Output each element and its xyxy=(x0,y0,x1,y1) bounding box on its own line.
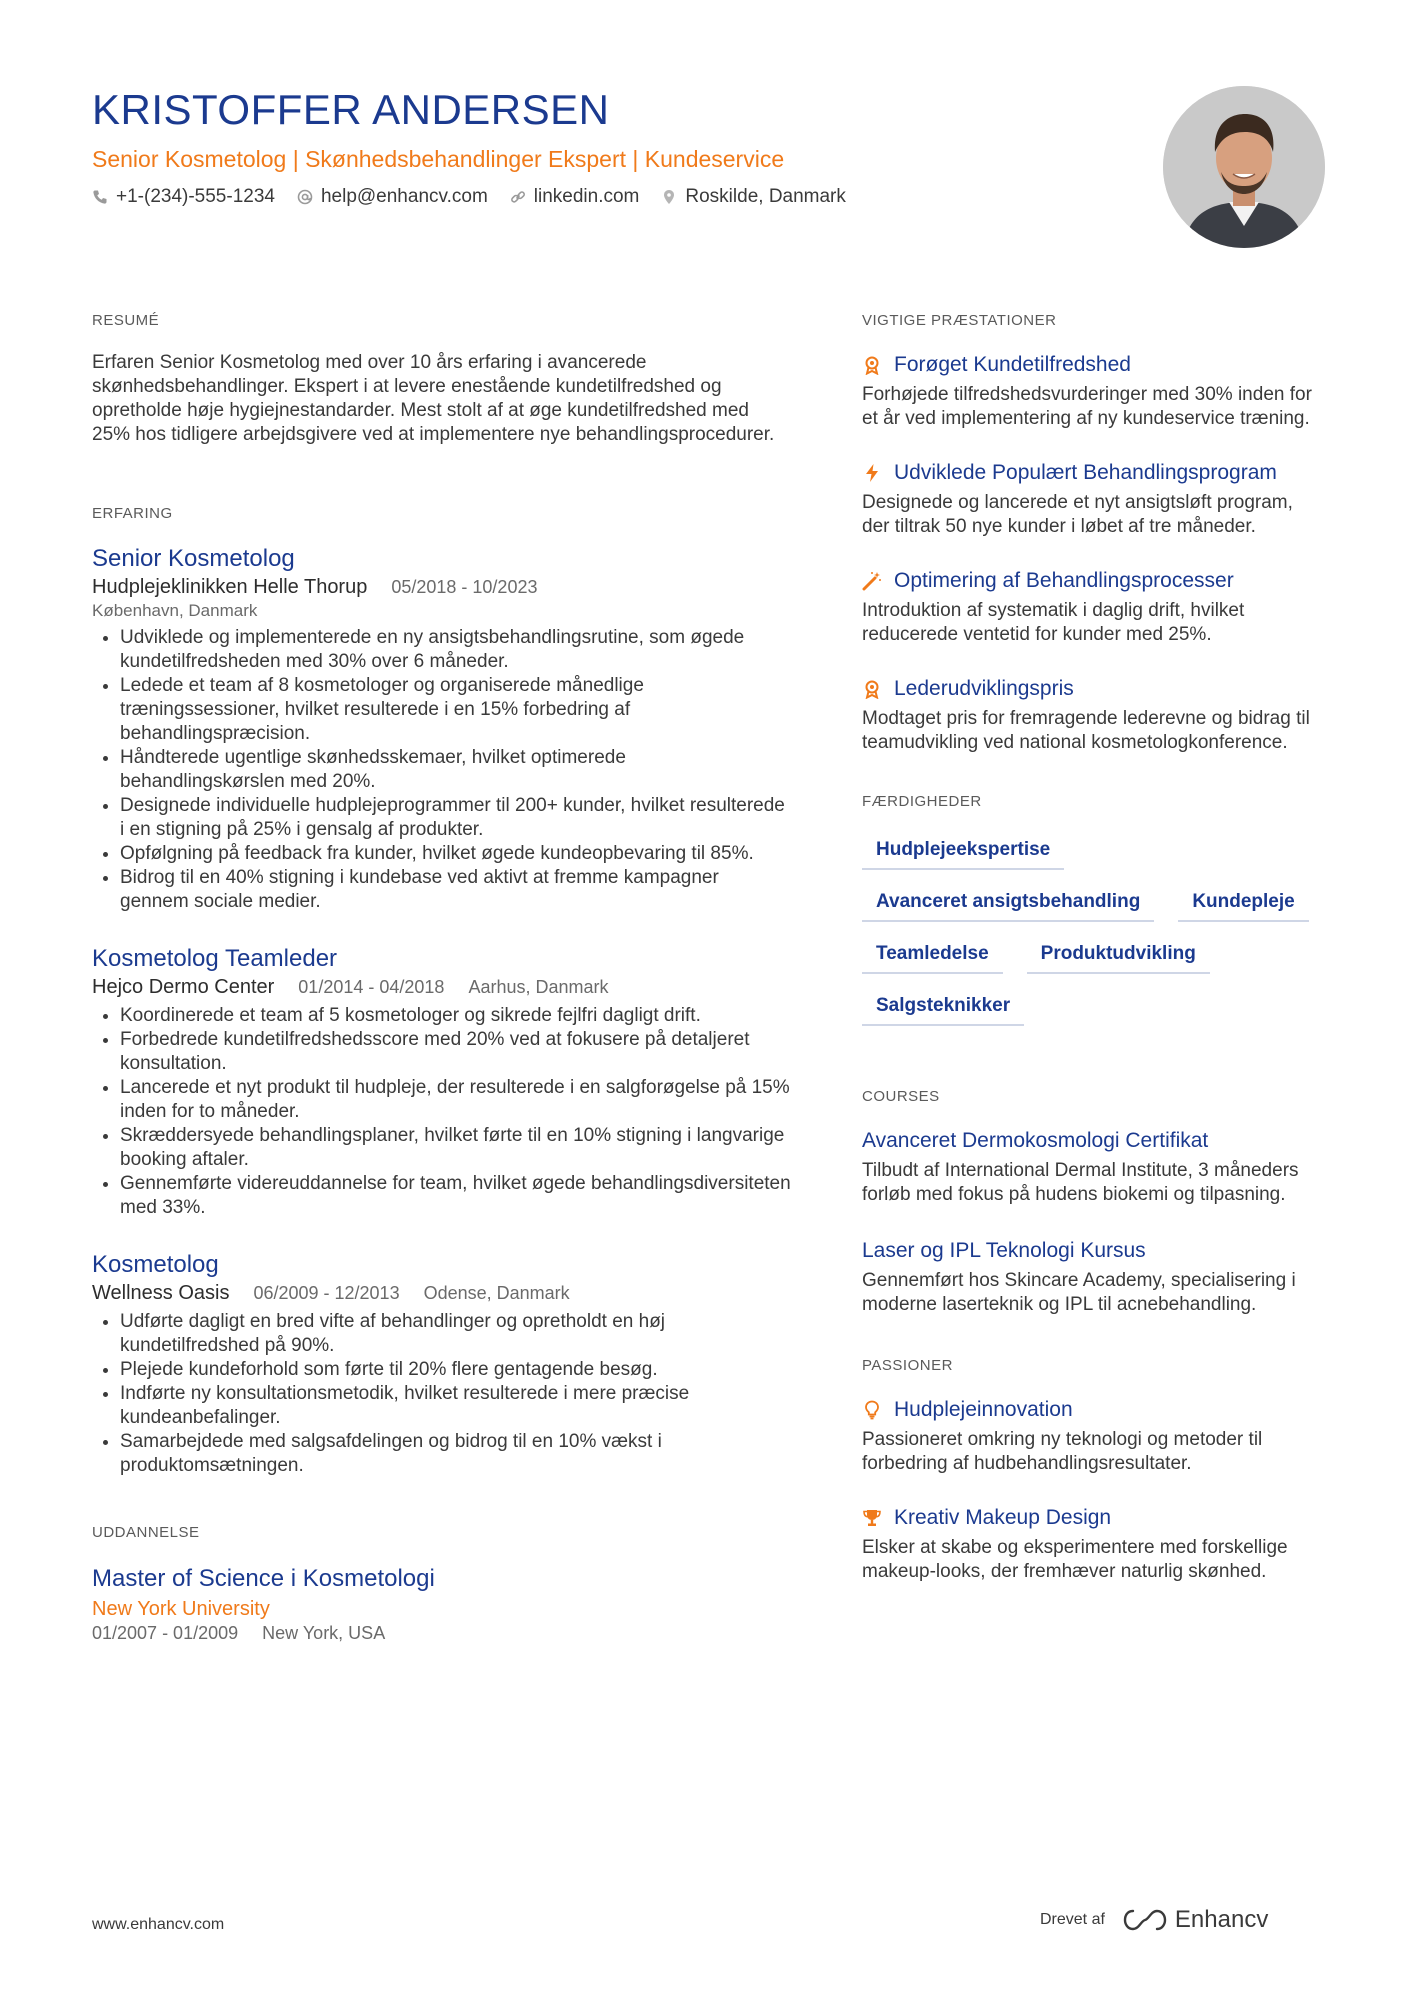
left-column xyxy=(92,312,792,1644)
lightning-icon xyxy=(862,463,882,483)
linkedin-text: linkedin.com xyxy=(533,186,640,207)
profile-photo-image xyxy=(1163,86,1325,248)
summary-section xyxy=(92,312,792,447)
job-meta xyxy=(92,1280,792,1306)
job-title: Kosmetolog Teamleder xyxy=(92,945,338,972)
candidate-name: KRISTOFFER ANDERSEN xyxy=(92,86,610,133)
achievement-title: Optimering af Behandlingsprocesser xyxy=(894,569,1234,592)
course-desc: Gennemført hos Skincare Academy, specialisering i moderne laserteknik og IPL til acnebehandling. xyxy=(862,1270,1296,1315)
powered-by-text: Drevet af xyxy=(1040,1911,1105,1928)
job-dates: 05/2018 - 10/2023 xyxy=(391,577,538,597)
courses-section xyxy=(862,1088,1322,1317)
company-name: Hudplejeklinikken Helle Thorup xyxy=(92,576,368,598)
course-desc: Tilbudt af International Dermal Institute, 3 måneders forløb med fokus på hudens biokemi og tilpasning. xyxy=(862,1160,1299,1205)
passion-header xyxy=(862,1396,1322,1424)
job-bullets xyxy=(92,1004,792,1220)
education-dates: 01/2007 - 01/2009 xyxy=(92,1623,239,1643)
job-location: København, Danmark xyxy=(92,601,258,620)
at-icon xyxy=(297,189,313,205)
brand-name: Enhancv xyxy=(1174,1906,1269,1933)
job-location: Aarhus, Danmark xyxy=(468,977,609,997)
skill-tag: Avanceret ansigtsbehandling xyxy=(862,884,1154,922)
headline: Senior Kosmetolog | Skønhedsbehandlinger Ekspert | Kundeservice xyxy=(92,146,785,172)
passion-header xyxy=(862,1504,1322,1532)
passions-heading: PASSIONER xyxy=(862,1357,953,1374)
summary-heading: RESUMÉ xyxy=(92,312,160,329)
job-bullets xyxy=(92,626,792,914)
contact-email[interactable] xyxy=(297,186,488,208)
skill-tag: Teamledelse xyxy=(862,936,1003,974)
contact-bar xyxy=(92,186,846,208)
job-bullet: • Bidrog til en 40% stigning i kundebase ved aktivt at fremme kampagner gennem sociale medier. xyxy=(120,866,792,914)
job-title: Senior Kosmetolog xyxy=(92,545,295,572)
job-meta xyxy=(92,574,792,600)
achievement-item xyxy=(862,351,1322,431)
job-bullet: • Udviklede og implementerede en ny ansigtsbehandlingsrutine, som øgede kundetilfredsheden med 30% over 6 måneder. xyxy=(120,626,792,674)
passion-item xyxy=(862,1396,1322,1476)
job-title: Kosmetolog xyxy=(92,1251,219,1278)
job-entry xyxy=(92,944,792,1220)
achievement-header xyxy=(862,459,1322,487)
achievement-header xyxy=(862,567,1322,595)
enhancv-logo-icon xyxy=(1123,1907,1167,1933)
education-meta xyxy=(92,1623,792,1644)
passions-section xyxy=(862,1357,1322,1584)
job-bullet: • Udførte dagligt en bred vifte af behandlinger og opretholdt en høj kundetilfredshed på 90%. xyxy=(120,1310,792,1358)
experience-heading: ERFARING xyxy=(92,505,173,522)
achievement-item xyxy=(862,567,1322,647)
experience-section xyxy=(92,505,792,1478)
trophy-icon xyxy=(862,1508,882,1528)
footer-website[interactable]: www.enhancv.com xyxy=(92,1916,225,1933)
achievement-header xyxy=(862,675,1322,703)
lightbulb-icon xyxy=(862,1400,882,1420)
course-title: Laser og IPL Teknologi Kursus xyxy=(862,1239,1146,1262)
company-name: Hejco Dermo Center xyxy=(92,976,275,998)
skill-tag: Produktudvikling xyxy=(1027,936,1210,974)
achievements-section xyxy=(862,312,1322,755)
achievement-desc: Designede og lancerede et nyt ansigtsløft program, der tiltrak 50 nye kunder i løbet af tre måneder. xyxy=(862,492,1293,537)
link-icon xyxy=(510,189,526,205)
location-pin-icon xyxy=(661,189,677,205)
job-entry xyxy=(92,1250,792,1478)
achievement-header xyxy=(862,351,1322,379)
award-icon xyxy=(862,679,882,699)
job-bullet: • Designede individuelle hudplejeprogrammer til 200+ kunder, hvilket resulterede i en stigning på 25% i gensalg af produkter. xyxy=(120,794,792,842)
footer-branding xyxy=(1040,1906,1268,1934)
degree-title: Master of Science i Kosmetologi xyxy=(92,1565,435,1592)
passion-title: Kreativ Makeup Design xyxy=(894,1506,1112,1529)
job-dates: 01/2014 - 04/2018 xyxy=(298,977,445,997)
achievement-title: Udviklede Populært Behandlingsprogram xyxy=(894,461,1277,484)
skill-tag: Kundepleje xyxy=(1178,884,1308,922)
summary-text: Erfaren Senior Kosmetolog med over 10 års erfaring i avancerede skønhedsbehandlinger. Ekspert i at levere enestående kundetilfredshed og opretholde høje hygiejnestandarder. Mest stolt af at øge kundetilfredshed med 25% hos tidligere arbejdsgivere ved at implementere nye behandlingsprocedurer. xyxy=(92,352,775,445)
courses-heading: COURSES xyxy=(862,1088,940,1105)
achievement-desc: Forhøjede tilfredshedsvurderinger med 30% inden for et år ved implementering af ny kundeservice træning. xyxy=(862,384,1312,429)
job-bullet: • Indførte ny konsultationsmetodik, hvilket resulterede i mere præcise kundeanbefalinger. xyxy=(120,1382,792,1430)
phone-text: +1-(234)-555-1234 xyxy=(116,186,275,207)
job-entry xyxy=(92,544,792,914)
passion-item xyxy=(862,1504,1322,1584)
email-text: help@enhancv.com xyxy=(320,186,488,207)
job-bullet: • Ledede et team af 8 kosmetologer og organiserede månedlige træningssessioner, hvilket resulterede i en 15% forbedring af behandlingspræcision. xyxy=(120,674,792,746)
education-heading: UDDANNELSE xyxy=(92,1524,200,1541)
job-bullet: • Plejede kundeforhold som førte til 20% flere gentagende besøg. xyxy=(120,1358,792,1382)
course-item xyxy=(862,1237,1322,1317)
course-item xyxy=(862,1127,1322,1207)
job-bullets xyxy=(92,1310,792,1478)
phone-icon xyxy=(92,189,108,205)
job-dates: 06/2009 - 12/2013 xyxy=(253,1283,400,1303)
achievement-title: Forøget Kundetilfredshed xyxy=(894,353,1131,376)
course-title: Avanceret Dermokosmologi Certifikat xyxy=(862,1129,1209,1152)
job-meta xyxy=(92,974,792,1000)
job-bullet: • Gennemførte videreuddannelse for team, hvilket øgede behandlingsdiversiteten med 33%. xyxy=(120,1172,792,1220)
skills-heading: FÆRDIGHEDER xyxy=(862,793,982,810)
job-location: Odense, Danmark xyxy=(423,1283,570,1303)
education-location: New York, USA xyxy=(262,1623,386,1643)
job-bullet: • Samarbejdede med salgsafdelingen og bidrog til en 10% vækst i produktomsætningen. xyxy=(120,1430,792,1478)
passion-title: Hudplejeinnovation xyxy=(894,1398,1073,1421)
job-bullet: • Håndterede ugentlige skønhedsskemaer, hvilket optimerede behandlingskørslen med 20%. xyxy=(120,746,792,794)
contact-linkedin[interactable] xyxy=(510,186,640,208)
location-text: Roskilde, Danmark xyxy=(685,186,846,207)
achievement-item xyxy=(862,675,1322,755)
contact-location xyxy=(661,186,846,208)
job-bullet: • Opfølgning på feedback fra kunder, hvilket øgede kundeopbevaring til 85%. xyxy=(120,842,792,866)
achievement-item xyxy=(862,459,1322,539)
job-bullet: • Skræddersyede behandlingsplaner, hvilket førte til en 10% stigning i langvarige booking aftaler. xyxy=(120,1124,792,1172)
enhancv-logo[interactable] xyxy=(1123,1906,1268,1934)
skill-tag: Hudplejeekspertise xyxy=(862,832,1064,870)
passion-desc: Elsker at skabe og eksperimentere med forskellige makeup-looks, der fremhæver naturlig skønhed. xyxy=(862,1537,1288,1582)
contact-phone[interactable] xyxy=(92,186,275,208)
right-column xyxy=(862,312,1322,1612)
passion-desc: Passioneret omkring ny teknologi og metoder til forbedring af hudbehandlingsresultater. xyxy=(862,1429,1263,1474)
achievement-desc: Modtaget pris for fremragende lederevne og bidrag til teamudvikling ved national kosmetologkonference. xyxy=(862,708,1310,753)
skill-tag: Salgsteknikker xyxy=(862,988,1024,1026)
achievement-title: Lederudviklingspris xyxy=(894,677,1074,700)
education-section xyxy=(92,1524,792,1644)
achievements-heading: VIGTIGE PRÆSTATIONER xyxy=(862,312,1057,329)
company-name: Wellness Oasis xyxy=(92,1282,230,1304)
magic-wand-icon xyxy=(862,571,882,591)
job-bullet: • Forbedrede kundetilfredshedsscore med 20% ved at fokusere på detaljeret konsultation. xyxy=(120,1028,792,1076)
achievement-desc: Introduktion af systematik i daglig drift, hvilket reducerede ventetid for kunder med 25%. xyxy=(862,600,1245,645)
skills-list xyxy=(862,832,1332,1026)
school-name: New York University xyxy=(92,1598,270,1620)
job-bullet: • Lancerede et nyt produkt til hudpleje, der resulterede i en salgforøgelse på 15% inden for to måneder. xyxy=(120,1076,792,1124)
award-icon xyxy=(862,355,882,375)
job-bullet: • Koordinerede et team af 5 kosmetologer og sikrede fejlfri dagligt drift. xyxy=(120,1004,792,1028)
profile-photo xyxy=(1163,86,1325,248)
skills-section xyxy=(862,793,1322,1026)
